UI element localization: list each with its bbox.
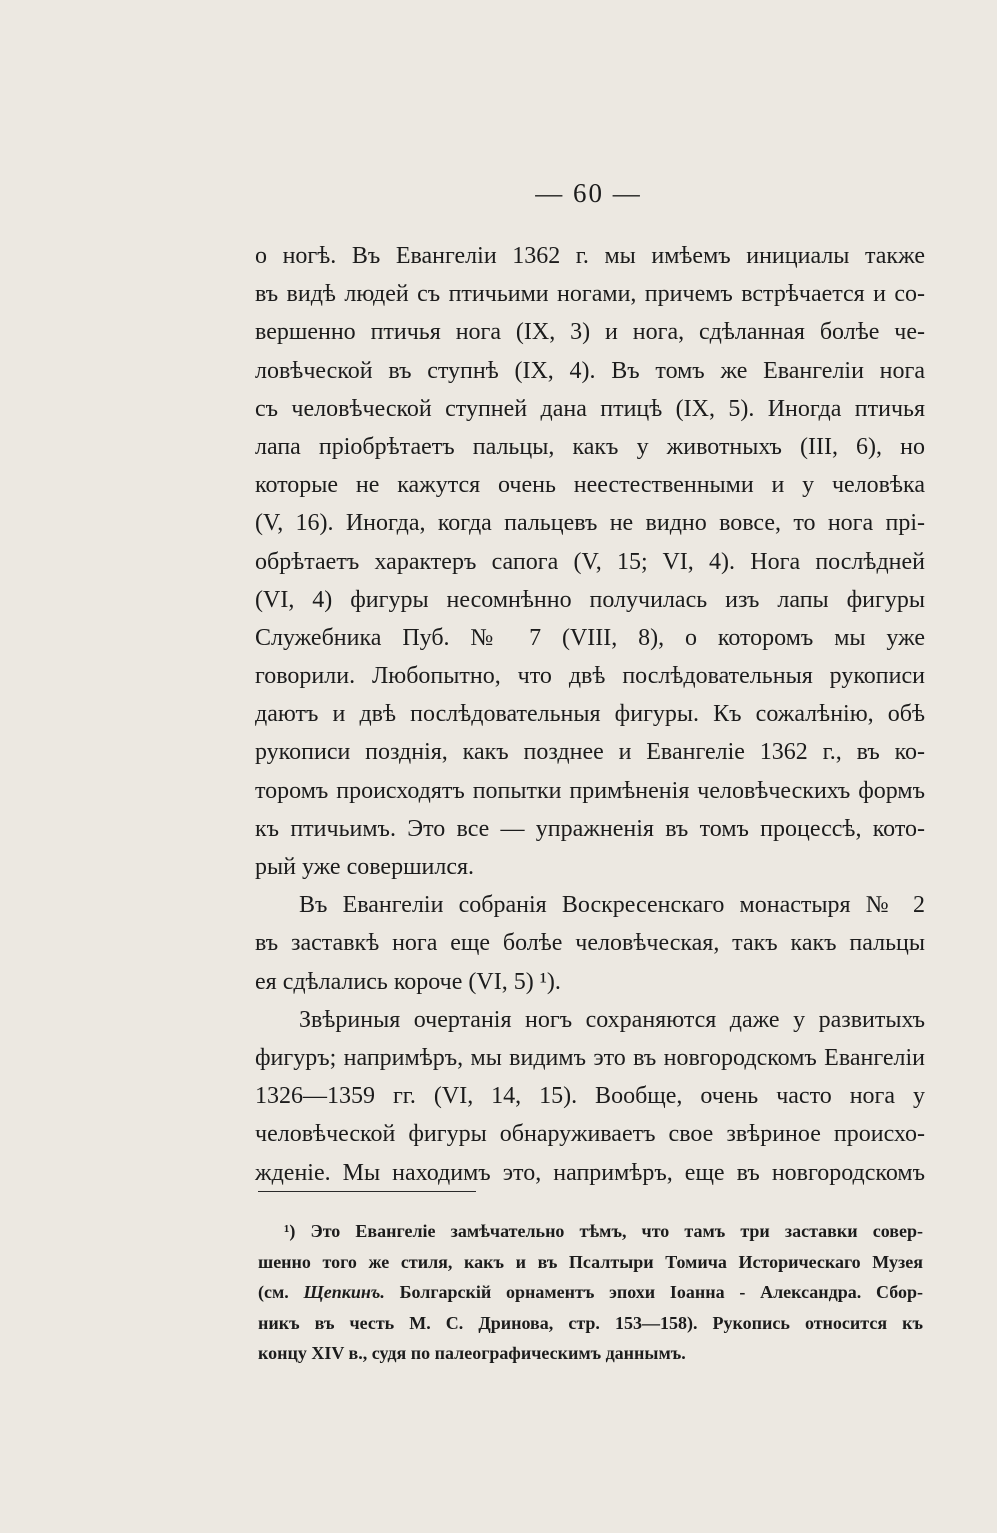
text-line: рукописи позднія, какъ позднее и Евангеліе 1362 г., въ ко- bbox=[255, 739, 925, 766]
text-line: Звѣриныя очертанія ногъ сохраняются даже у развитыхъ bbox=[299, 1006, 925, 1033]
text-line: ловѣческой въ ступнѣ (IX, 4). Въ томъ же Евангеліи нога bbox=[255, 357, 925, 384]
page-number: — 60 — bbox=[535, 178, 642, 208]
text-line: торомъ происходятъ попытки примѣненія человѣческихъ формъ bbox=[255, 777, 925, 804]
text-line: фигуръ; напримѣръ, мы видимъ это въ новгородскомъ Евангеліи bbox=[255, 1044, 925, 1071]
footnote-line bbox=[258, 1277, 923, 1308]
text-line: Въ Евангеліи собранія Воскресенскаго монастыря № 2 bbox=[299, 892, 925, 919]
text-line: которые не кажутся очень неестественными и у человѣка bbox=[255, 472, 925, 499]
footnote-text: Болгарскій орнаментъ эпохи Іоанна - Александра. Сбор- bbox=[384, 1282, 923, 1302]
footnote-line: концу XIV в., судя по палеографическимъ даннымъ. bbox=[258, 1343, 686, 1363]
main-text bbox=[255, 237, 925, 1192]
text-line: къ птичьимъ. Это все — упражненія въ томъ процессѣ, кото- bbox=[255, 815, 925, 842]
footnote-author: Щепкинъ. bbox=[303, 1282, 385, 1302]
text-line: жденіе. Мы находимъ это, напримѣръ, еще въ новгородскомъ bbox=[255, 1159, 925, 1186]
paragraph-2 bbox=[255, 886, 925, 1001]
footnote-line: шенно того же стиля, какъ и въ Псалтыри Томича Историческаго Музея bbox=[258, 1251, 923, 1272]
paragraph-1 bbox=[255, 237, 925, 886]
paragraph-3 bbox=[255, 1001, 925, 1192]
text-line: обрѣтаетъ характеръ сапога (V, 15; VI, 4). Нога послѣдней bbox=[255, 548, 925, 575]
text-line: въ заставкѣ нога еще болѣе человѣческая, такъ какъ пальцы bbox=[255, 930, 925, 957]
footnote-text: (см. bbox=[258, 1282, 304, 1302]
text-line: лапа пріобрѣтаетъ пальцы, какъ у животныхъ (III, 6), но bbox=[255, 433, 925, 460]
text-line: человѣческой фигуры обнаруживаетъ свое звѣриное происхо- bbox=[255, 1121, 925, 1148]
footnote-separator bbox=[258, 1191, 476, 1192]
text-line: Служебника Пуб. № 7 (VIII, 8), о которомъ мы уже bbox=[255, 624, 925, 651]
footnote bbox=[258, 1216, 923, 1369]
text-line: о ногѣ. Въ Евангеліи 1362 г. мы имѣемъ инициалы также bbox=[255, 243, 925, 269]
text-line: (V, 16). Иногда, когда пальцевъ не видно вовсе, то нога прі- bbox=[255, 510, 925, 537]
text-line: вершенно птичья нога (IX, 3) и нога, сдѣланная болѣе че- bbox=[255, 319, 925, 346]
footnote-line: никъ въ честь М. С. Дринова, стр. 153—158). Рукопись относится къ bbox=[258, 1312, 923, 1333]
text-line: рый уже совершился. bbox=[255, 854, 475, 880]
text-line: ея сдѣлались короче (VI, 5) ¹). bbox=[255, 968, 561, 995]
text-line: даютъ и двѣ послѣдовательныя фигуры. Къ сожалѣнію, обѣ bbox=[255, 701, 925, 728]
footnote-line: ¹) Это Евангеліе замѣчательно тѣмъ, что тамъ три заставки совер- bbox=[284, 1221, 923, 1241]
text-line: въ видѣ людей съ птичьими ногами, причемъ встрѣчается и со- bbox=[255, 281, 925, 308]
text-line: (VI, 4) фигуры несомнѣнно получилась изъ лапы фигуры bbox=[255, 586, 925, 613]
text-line: съ человѣческой ступней дана птицѣ (IX, 5). Иногда птичья bbox=[255, 395, 925, 422]
text-line: 1326—1359 гг. (VI, 14, 15). Вообще, очень часто нога у bbox=[255, 1083, 925, 1110]
text-line: говорили. Любопытно, что двѣ послѣдовательныя рукописи bbox=[255, 663, 925, 690]
